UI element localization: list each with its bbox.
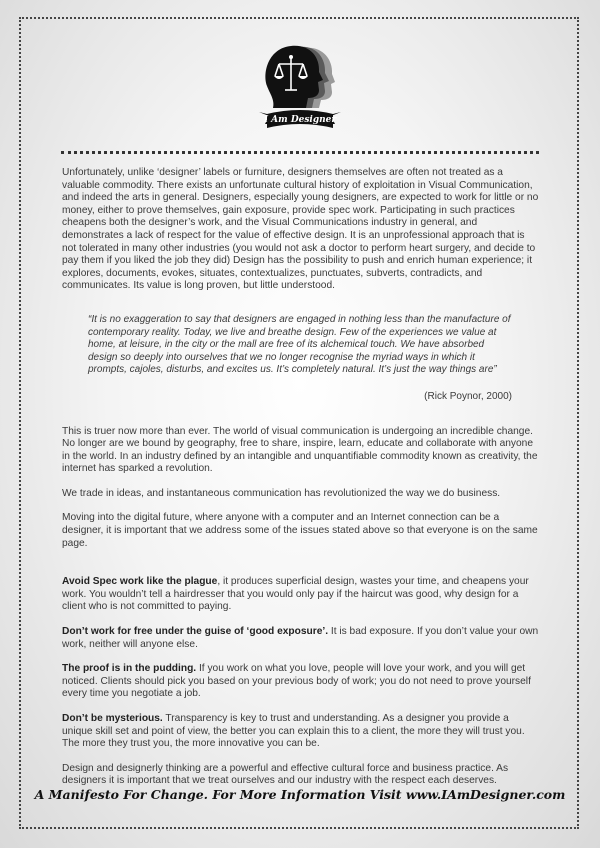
paragraph-ideas: We trade in ideas, and instantaneous communication has revolutionized the way we do business. (62, 487, 501, 499)
rule-lead: The proof is in the pudding. (62, 663, 197, 675)
manifesto-body (62, 167, 540, 788)
closing-paragraph: Design and designerly thinking are a powerful and effective cultural force and business practice. As designers it is important that we treat ourselves and our industry with the respect each deserves. (62, 762, 509, 787)
rule-paragraph (62, 713, 540, 751)
footer-tagline: A Manifesto For Change. For More Information Visit www.IAmDesigner.com (34, 787, 566, 802)
rule-text: Transparency is key to trust and understanding. As a designer you provide a unique skill set and point of view, the better you can explain this to a client, the more they will trust you. The more they trust you, the more innovative you can be. (62, 713, 525, 750)
rule-lead: Don’t work for free under the guise of ‘good exposure’. (62, 626, 329, 638)
rule-lead: Avoid Spec work like the plague (62, 576, 218, 588)
scales-head-logo-icon (255, 42, 345, 134)
dotted-divider (61, 151, 539, 154)
rule-paragraph (62, 576, 540, 614)
quote-citation: (Rick Poynor, 2000) (424, 390, 512, 402)
rule-text: , it produces superficial design, wastes your time, and cheapens your work. You wouldn’t tell a hairdresser that you would only pay if the haircut was good, why design for a client who is not committed to paying. (62, 576, 529, 613)
rule-paragraph (62, 663, 540, 701)
rule-text: If you work on what you love, people will love your work, and you will get noticed. Clients should pick you based on your previous body of work; you do not need to prove yourself every time you negotiate a job. (62, 663, 531, 700)
logo-banner-text: I Am Designer (263, 115, 337, 125)
paragraph-digital-future: Moving into the digital future, where anyone with a computer and an Internet connection can be a designer, it is important that we address some of the issues stated above so that everyone is on the same page. (62, 512, 538, 549)
intro-paragraph: Unfortunately, unlike ‘designer’ labels or furniture, designers themselves are often not treated as a valuable commodity. There exists an unfortunate cultural history of exploitation in Visual Communication, and indeed the arts in general. Designers, especially young designers, are expected to work for little or no money, either to prove themselves, gain exposure, provide spec work. Participating in such practices cheapens both the designer’s work, and the Visual Communications industry in general, and demonstrates a lack of respect for the value of effective design. It is an unprofessional approach that is not tolerated in many other industries (you would not ask a doctor to perform heart surgery, and decide to pay them if you liked the job they did) Design has the possibility to push and enrich human experience; it explores, documents, evokes, situates, contextualizes, punctuates, subverts, contradicts, and communicates. Its value is long proven, but little understood. (62, 167, 539, 292)
quote-paragraph: “It is no exaggeration to say that designers are engaged in nothing less than the manufacture of contemporary reality. Today, we live and breathe design. Few of the experiences we value at home, at leisure, in the city or the mall are free of its alchemical touch. We have absorbed design so deeply into ourselves that we no longer recognise the myriad ways in which it prompts, cajoles, disturbs, and excites us. It’s completely natural. It’s just the way things are” (88, 313, 511, 376)
rule-lead: Don’t be mysterious. (62, 713, 163, 724)
rule-paragraph (62, 626, 540, 651)
paragraph-change: This is truer now more than ever. The world of visual communication is undergoing an incredible change. No longer are we bound by geography, free to share, inspire, learn, educate and collaborate with anyone in the world. In an industry defined by an intangible and unquantifiable commodity known as creativity, the internet has sparked a revolution. (62, 425, 538, 475)
rule-text: It is bad exposure. If you don’t value your own work, neither will anyone else. (62, 626, 539, 650)
